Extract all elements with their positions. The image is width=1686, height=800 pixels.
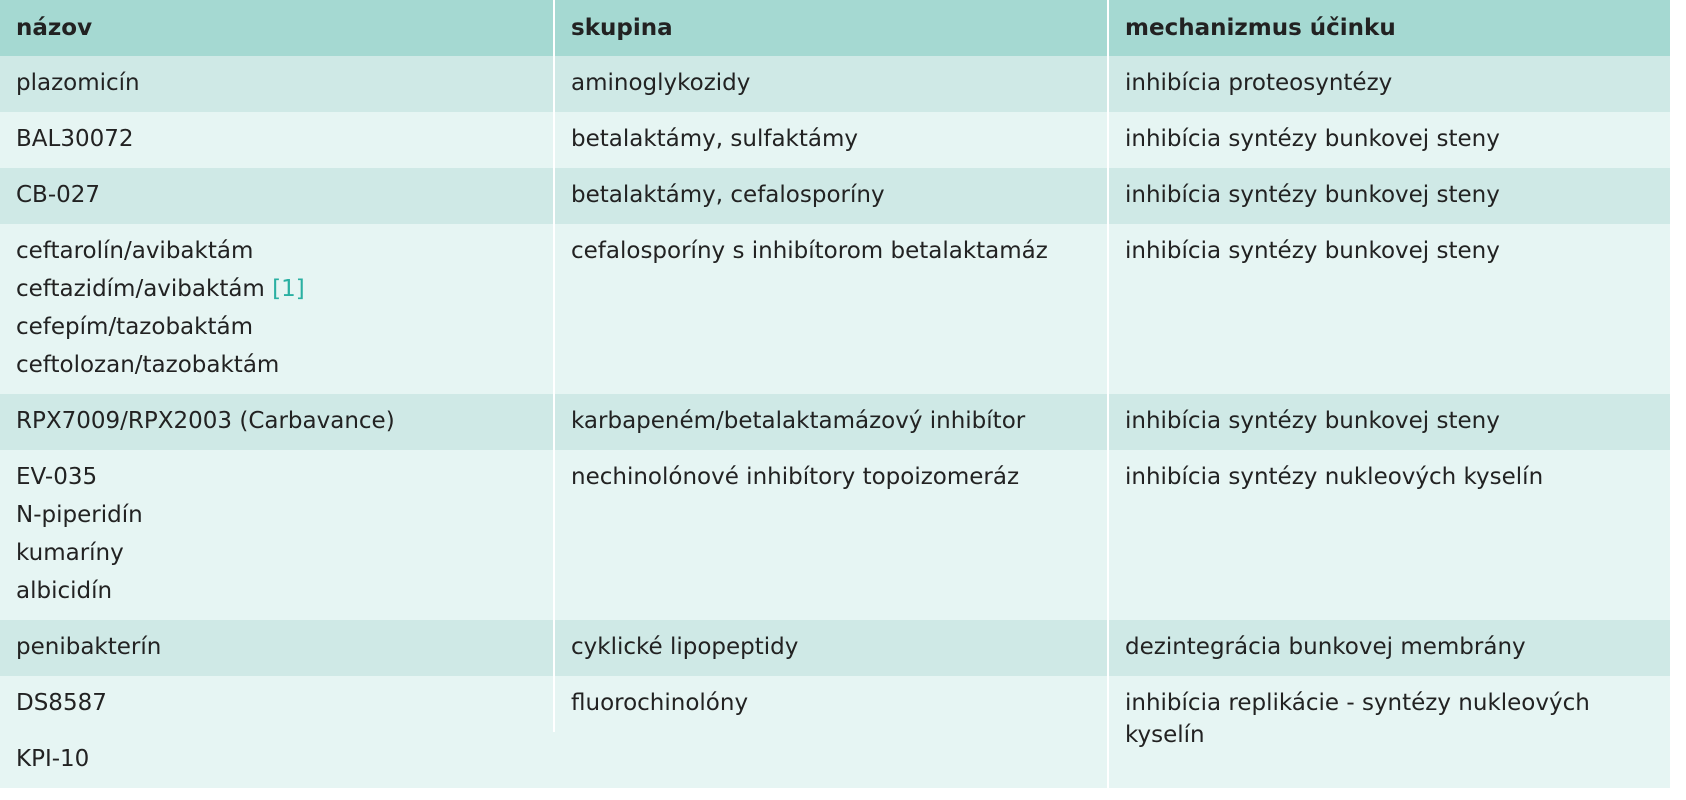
drug-name: DS8587: [16, 690, 107, 716]
cell-group: betalaktámy, cefalosporíny: [554, 168, 1108, 224]
cell-mechanism: inhibícia syntézy bunkovej steny: [1108, 168, 1670, 224]
cell-mechanism: inhibícia syntézy bunkovej steny: [1108, 394, 1670, 450]
drug-name: albicidín: [16, 578, 113, 604]
drug-name: plazomicín: [16, 70, 140, 96]
table-row: [0, 620, 1670, 676]
cell-name: [0, 168, 554, 224]
table-row: [0, 224, 1670, 394]
drug-name: KPI-10: [16, 746, 90, 772]
cell-name: [0, 56, 554, 112]
cell-group: nechinolónové inhibítory topoizomeráz: [554, 450, 1108, 620]
column-header-name: názov: [0, 0, 554, 56]
cell-group: aminoglykozidy: [554, 56, 1108, 112]
cell-group: karbapeném/betalaktamázový inhibítor: [554, 394, 1108, 450]
table-header-row: [0, 0, 1670, 56]
cell-name: [0, 394, 554, 450]
drug-name: ceftarolín/avibaktám: [16, 238, 254, 264]
cell-mechanism: inhibícia syntézy bunkovej steny: [1108, 224, 1670, 394]
drug-name: BAL30072: [16, 126, 134, 152]
column-header-group: skupina: [554, 0, 1108, 56]
table-row: [0, 56, 1670, 112]
cell-mechanism: [1108, 676, 1670, 788]
drug-name: penibakterín: [16, 634, 162, 660]
cell-group: betalaktámy, sulfaktámy: [554, 112, 1108, 168]
cell-mechanism: inhibícia proteosyntézy: [1108, 56, 1670, 112]
drug-name: ceftolozan/tazobaktám: [16, 352, 280, 378]
cell-name: [0, 732, 554, 788]
cell-group: cefalosporíny s inhibítorom betalaktamáz: [554, 224, 1108, 394]
table-row: [0, 394, 1670, 450]
cell-mechanism: inhibícia syntézy nukleových kyselín: [1108, 450, 1670, 620]
table-row: [0, 112, 1670, 168]
cell-name: [0, 450, 554, 620]
table-row: [0, 676, 1670, 732]
reference-link[interactable]: [1]: [272, 276, 305, 302]
cell-name: [0, 112, 554, 168]
drug-name: EV-035: [16, 464, 98, 490]
drug-name-with-ref: [16, 270, 537, 308]
mechanism-text: inhibícia replikácie - syntézy nukleových kyselín: [1125, 690, 1590, 748]
table-row: [0, 168, 1670, 224]
drug-name: cefepím/tazobaktám: [16, 314, 253, 340]
table-row: [0, 450, 1670, 620]
cell-group: fluorochinolóny: [554, 676, 1108, 788]
drug-name: ceftazidím/avibaktám: [16, 276, 265, 302]
cell-group: cyklické lipopeptidy: [554, 620, 1108, 676]
cell-name: [0, 676, 554, 732]
drug-name: CB-027: [16, 182, 101, 208]
column-header-mechanism: mechanizmus účinku: [1108, 0, 1670, 56]
drug-name: RPX7009/RPX2003 (Carbavance): [16, 408, 395, 434]
cell-mechanism: dezintegrácia bunkovej membrány: [1108, 620, 1670, 676]
cell-mechanism: inhibícia syntézy bunkovej steny: [1108, 112, 1670, 168]
drug-name: N-piperidín: [16, 502, 143, 528]
cell-name: [0, 620, 554, 676]
drug-name: kumaríny: [16, 540, 124, 566]
cell-name: [0, 224, 554, 394]
